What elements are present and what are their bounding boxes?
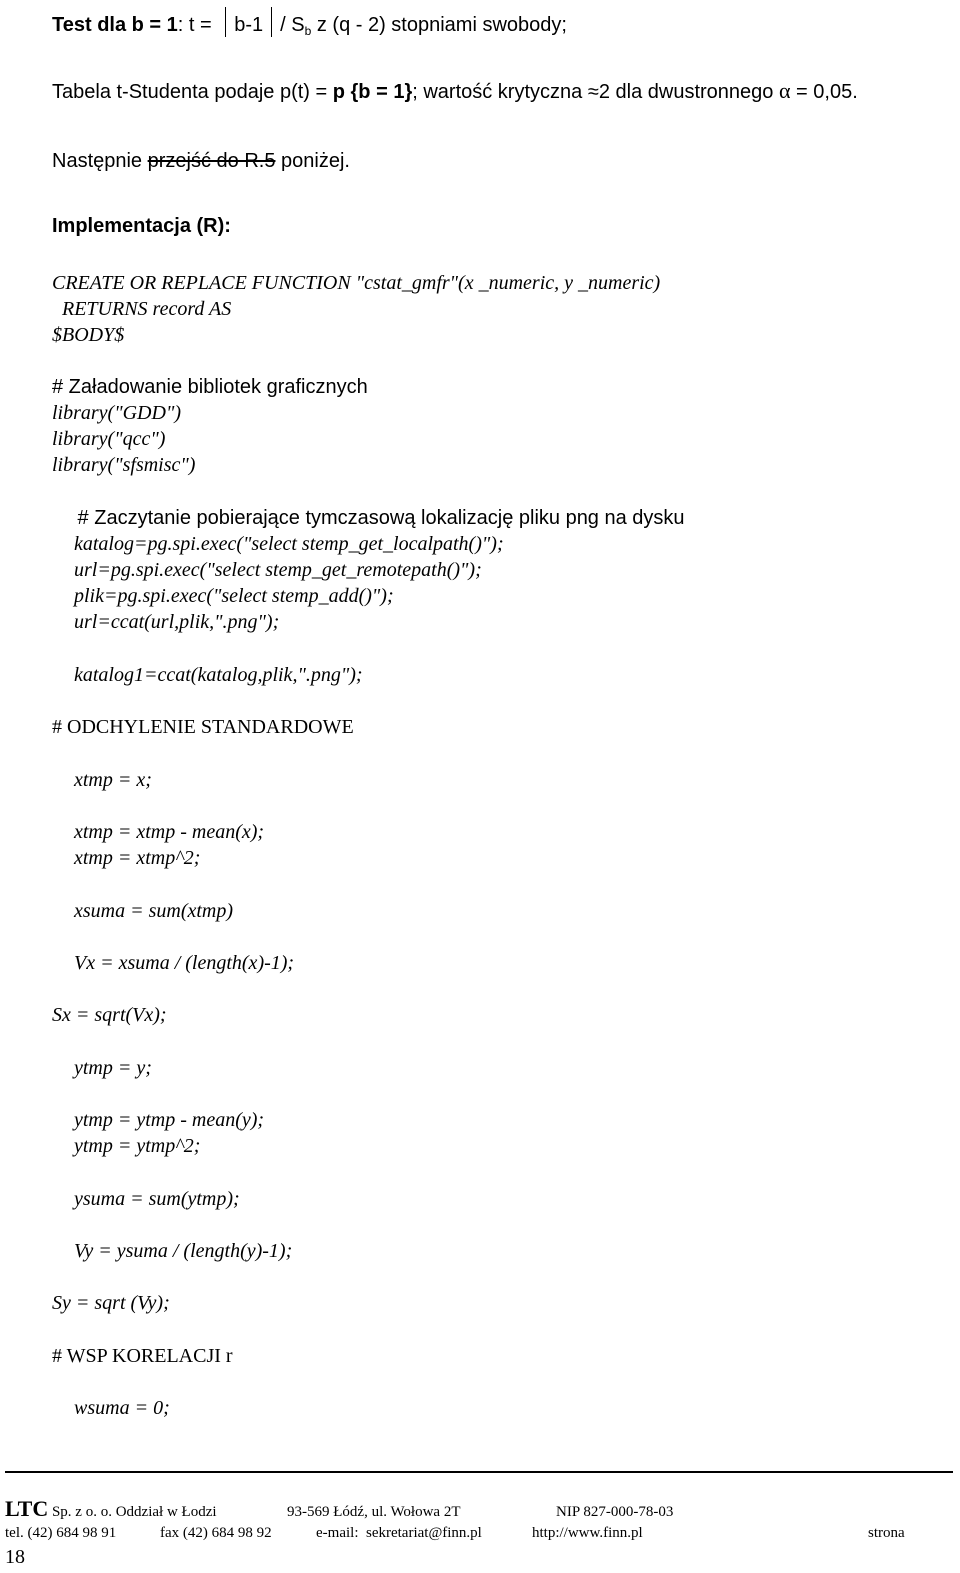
code-line: library("GDD") bbox=[52, 402, 182, 424]
code-line: Sy = sqrt (Vy); bbox=[52, 1292, 170, 1314]
footer-tel: tel. (42) 684 98 91 bbox=[5, 1525, 117, 1541]
code-line: xsuma = sum(xtmp) bbox=[74, 900, 234, 922]
abs-bar-right bbox=[271, 7, 272, 37]
table-line bbox=[52, 78, 858, 105]
table-b1: p {b = 1} bbox=[332, 81, 413, 103]
code-line: ytmp = ytmp^2; bbox=[74, 1135, 201, 1157]
footer-company bbox=[5, 1496, 217, 1521]
code-line: xtmp = x; bbox=[74, 769, 152, 791]
test-tail: z (q - 2) stopniami swobody; bbox=[311, 14, 567, 36]
code-line: xtmp = xtmp - mean(x); bbox=[74, 821, 265, 843]
code-line: $BODY$ bbox=[52, 324, 125, 346]
code-line: ytmp = y; bbox=[74, 1057, 152, 1079]
footer-email[interactable]: e-mail: sekretariat@finn.pl bbox=[316, 1525, 482, 1541]
table-t2: ; wartość krytyczna bbox=[412, 81, 588, 103]
footer-address: 93-569 Łódź, ul. Wołowa 2T bbox=[287, 1504, 461, 1520]
code-line: url=pg.spi.exec("select stemp_get_remotepath()"); bbox=[74, 559, 482, 581]
code-comment: # Zaczytanie pobierające tymczasową lokalizację pliku png na dysku bbox=[72, 507, 685, 529]
footer-web[interactable]: http://www.finn.pl bbox=[532, 1525, 643, 1541]
code-comment: # ODCHYLENIE STANDARDOWE bbox=[52, 716, 354, 738]
alpha-symbol: α bbox=[778, 78, 791, 103]
code-line: plik=pg.spi.exec("select stemp_add()"); bbox=[74, 585, 394, 607]
code-line: library("sfsmisc") bbox=[52, 454, 196, 476]
table-t4: = 0,05. bbox=[790, 81, 858, 103]
page-number: 18 bbox=[5, 1546, 25, 1568]
approx-symbol: ≈ bbox=[587, 81, 599, 103]
impl-heading: Implementacja (R): bbox=[52, 215, 231, 237]
test-sub: b bbox=[304, 24, 312, 38]
table-t3: 2 dla dwustronnego bbox=[598, 81, 779, 103]
code-comment: # WSP KORELACJI r bbox=[52, 1345, 233, 1367]
next-t1: Następnie bbox=[52, 150, 148, 172]
test-mid2: / S bbox=[280, 14, 305, 36]
footer-company-name: Sp. z o. o. Oddział w Łodzi bbox=[48, 1504, 217, 1520]
code-line: RETURNS record AS bbox=[52, 298, 232, 320]
code-comment: # Załadowanie bibliotek graficznych bbox=[52, 376, 368, 398]
ltc-logo: LTC bbox=[5, 1496, 49, 1521]
test-label: Test dla b = 1 bbox=[52, 14, 178, 36]
code-line: katalog=pg.spi.exec("select stemp_get_localpath()"); bbox=[74, 533, 504, 555]
table-t1: Tabela t-Studenta podaje p(t) = bbox=[52, 81, 333, 103]
code-line: xtmp = xtmp^2; bbox=[74, 847, 201, 869]
code-line: Vx = xsuma / (length(x)-1); bbox=[74, 952, 295, 974]
code-line: ysuma = sum(ytmp); bbox=[74, 1188, 240, 1210]
code-line: CREATE OR REPLACE FUNCTION "cstat_gmfr"(x _numeric, y _numeric) bbox=[52, 272, 661, 294]
next-t2: poniżej. bbox=[275, 150, 350, 172]
footer-nip: NIP 827-000-78-03 bbox=[556, 1504, 674, 1520]
code-line: Vy = ysuma / (length(y)-1); bbox=[74, 1240, 293, 1262]
code-line: katalog1=ccat(katalog,plik,".png"); bbox=[74, 664, 363, 686]
code-line: Sx = sqrt(Vx); bbox=[52, 1004, 167, 1026]
code-line: wsuma = 0; bbox=[74, 1397, 170, 1419]
test-line bbox=[52, 7, 567, 44]
footer-rule bbox=[5, 1471, 953, 1473]
code-line: library("qcc") bbox=[52, 428, 166, 450]
test-mid1: : t = bbox=[177, 14, 218, 36]
footer-fax: fax (42) 684 98 92 bbox=[160, 1525, 272, 1541]
code-line: url=ccat(url,plik,".png"); bbox=[74, 611, 280, 633]
footer-strona: strona bbox=[868, 1525, 905, 1541]
next-link[interactable]: przejść do R.5 bbox=[147, 150, 276, 172]
next-line bbox=[52, 148, 350, 174]
code-line: ytmp = ytmp - mean(y); bbox=[74, 1109, 265, 1131]
abs-bar-left bbox=[225, 7, 226, 37]
test-abs: b-1 bbox=[234, 14, 264, 36]
